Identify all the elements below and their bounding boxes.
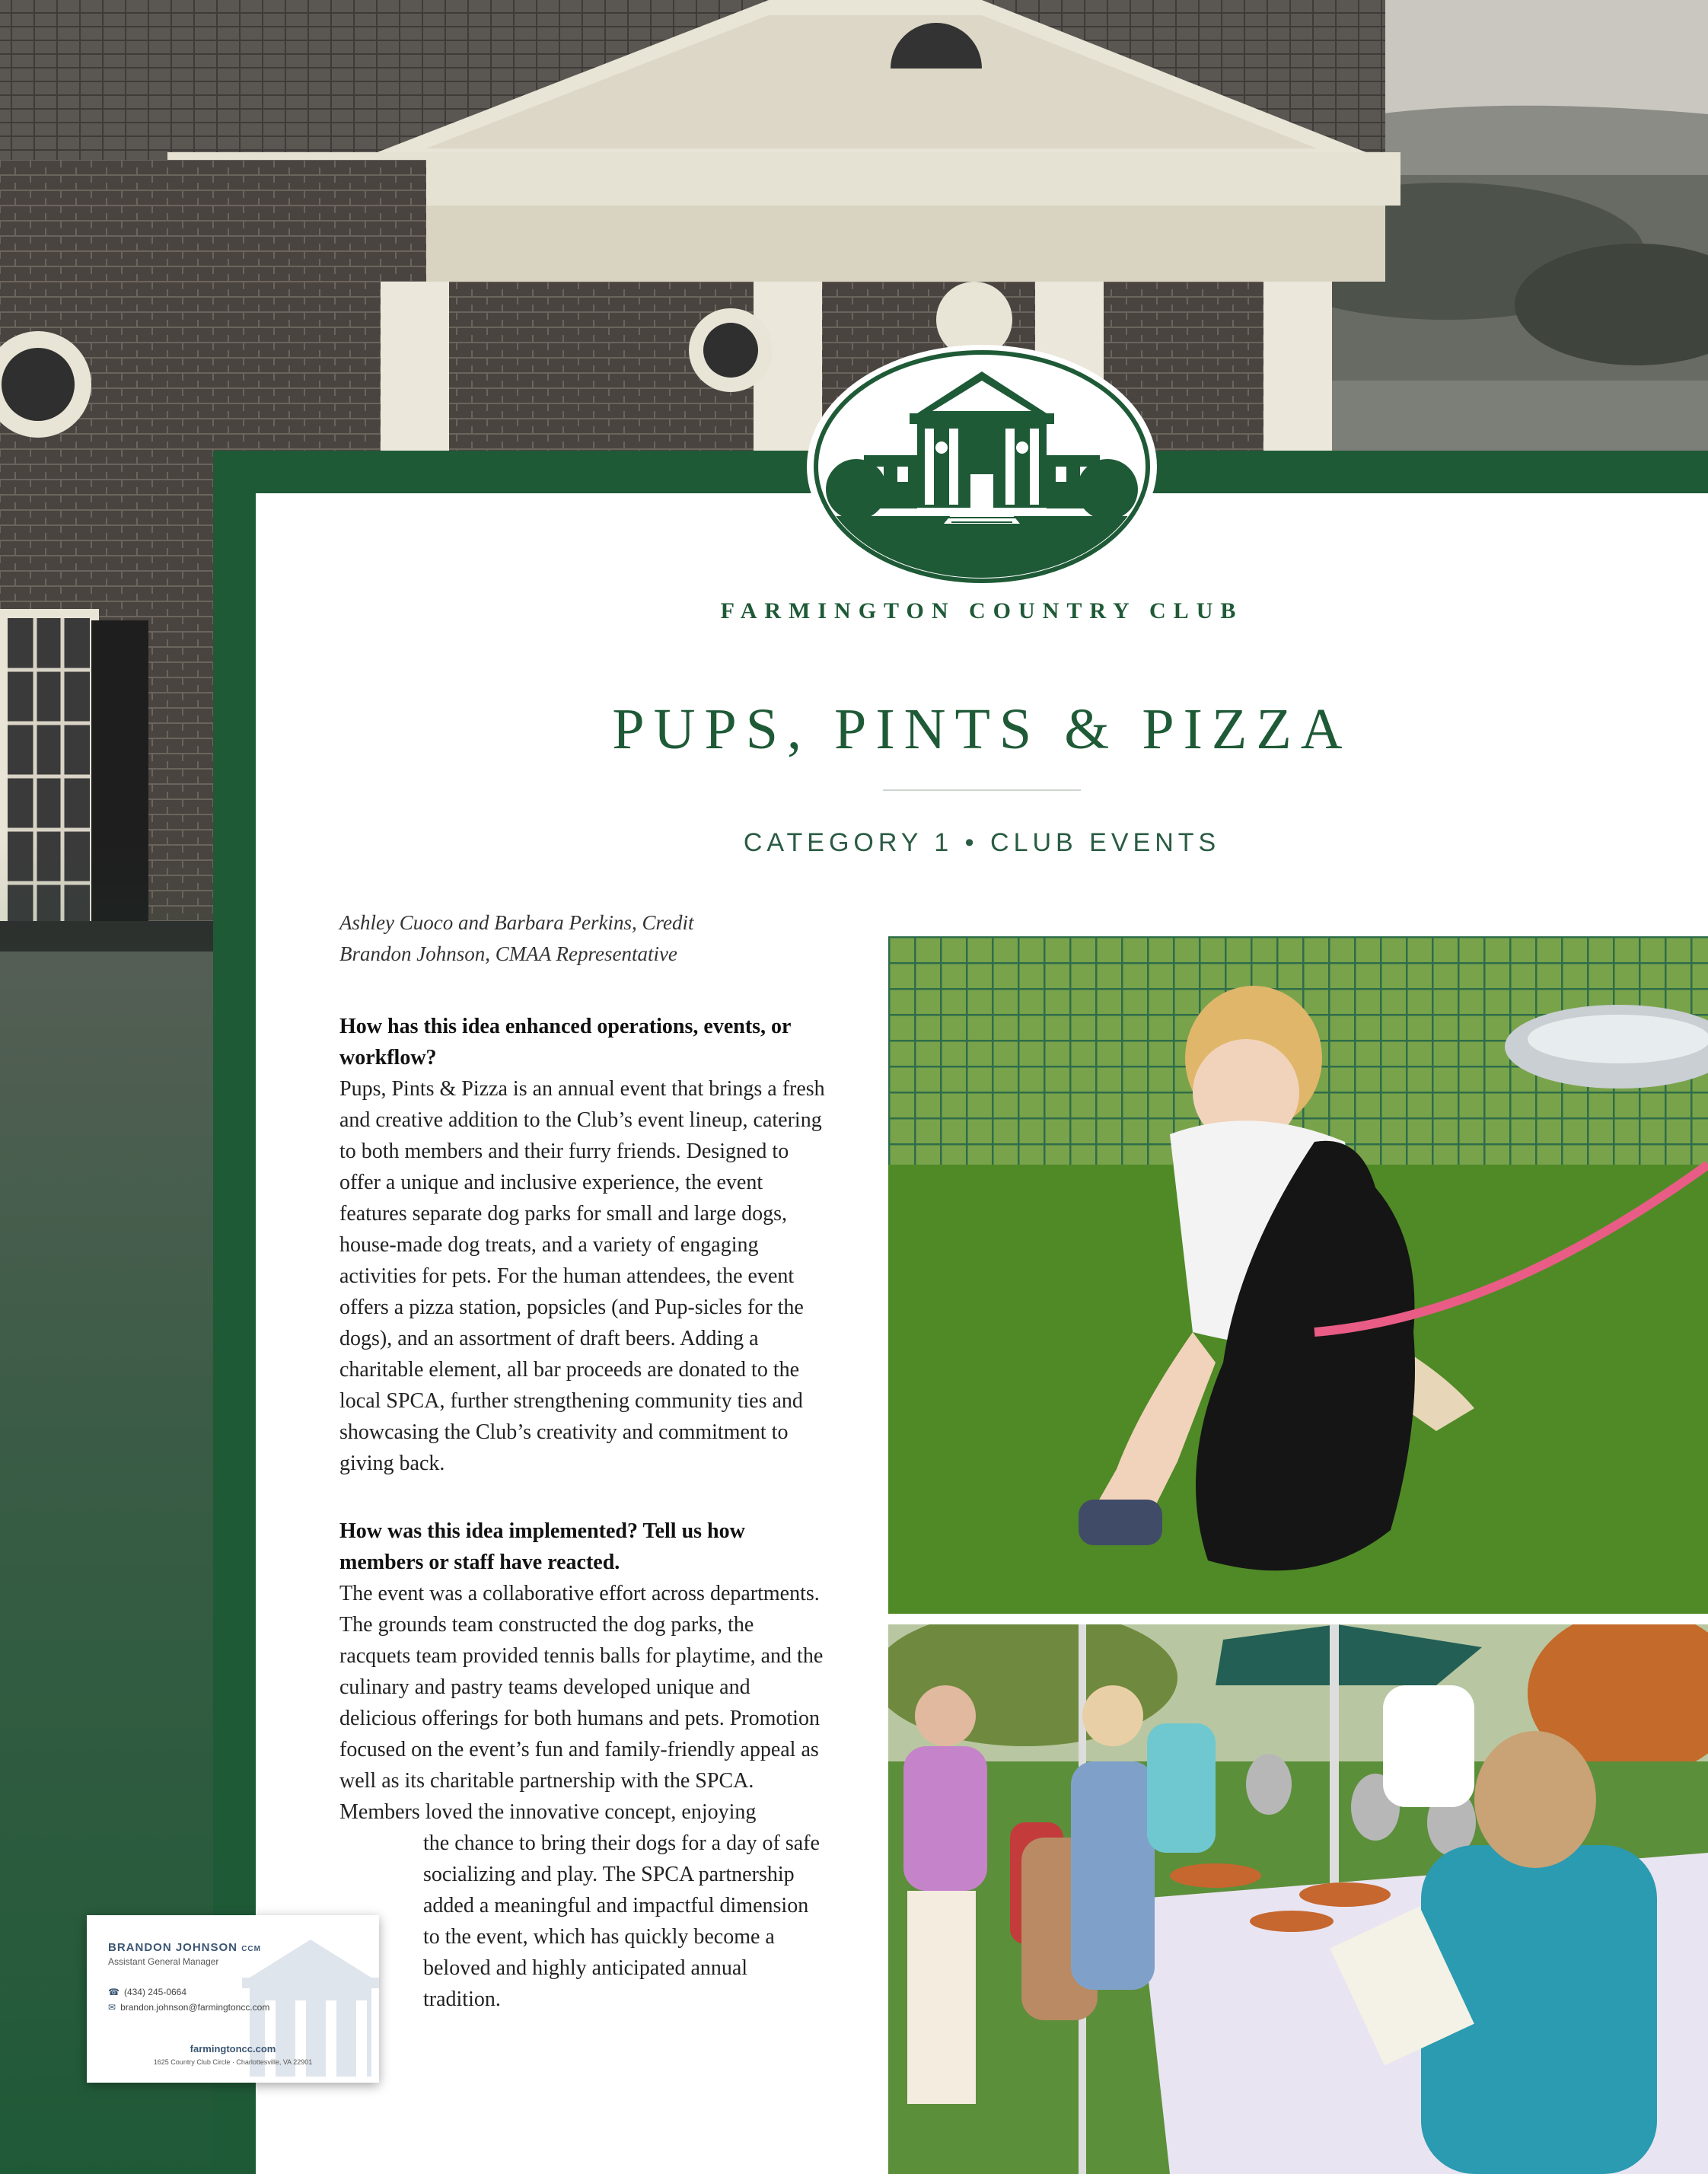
question-2: How was this idea implemented? Tell us how members or staff have reacted. xyxy=(339,1519,745,1574)
club-name: FARMINGTON COUNTRY CLUB xyxy=(720,598,1244,623)
email-icon: ✉ xyxy=(108,2002,116,2013)
credit-line-2: Brandon Johnson, CMAA Representative xyxy=(339,942,677,965)
question-1: How has this idea enhanced operations, events, or workflow? xyxy=(339,1015,791,1069)
card-name: BRANDON JOHNSON CCM xyxy=(108,1941,261,1954)
answer-1: Pups, Pints & Pizza is an annual event that brings a fresh and creative addition to the Club’s event lineup, catering to both members and their furry friends. Designed to offer a unique and inclusive experience, the event features separate dog parks for small and large dogs, house-made dog treats, and a variety of engaging activities for pets. For the human attendees, the event offers a pizza station, popsicles (and Pup-sicles for the dogs), and an assortment of draft beers. Adding a charitable element, all bar proceeds are donated to the local SPCA, further strengthening community ties and showcasing the Club’s creativity and commitment to giving back. xyxy=(339,1077,825,1475)
phone-icon: ☎ xyxy=(108,1987,119,1997)
photo-boy-with-dog xyxy=(888,936,1708,1614)
credit-line-1: Ashley Cuoco and Barbara Perkins, Credit xyxy=(339,911,694,934)
event-title: PUPS, PINTS & PIZZA xyxy=(612,697,1352,761)
answer-2-continued: the chance to bring their dogs for a day of safe socializing and play. The SPCA partnership added a meaningful and impactful dimension to the event, which has quickly become a beloved and highly anticipated annual tradition. xyxy=(423,1831,820,2011)
article-body xyxy=(339,907,827,2015)
card-phone: ☎ (434) 245-0664 xyxy=(108,1987,187,1997)
club-logo-emblem xyxy=(803,341,1161,592)
answer-2: The event was a collaborative effort across departments. The grounds team constructed the dog parks, the racquets team provided tennis balls for playtime, and the culinary and pastry teams developed unique and delicious offerings for both humans and pets. Promotion focused on the event’s fun and family-friendly appeal as well as its charitable partnership with the SPCA. Members loved the innovative concept, enjoying xyxy=(339,1582,824,1824)
photo-pizza-station xyxy=(888,1624,1708,2174)
business-card xyxy=(87,1915,379,2083)
card-website: farmingtoncc.com xyxy=(190,2043,276,2054)
title-divider xyxy=(883,789,1081,791)
category-label: CATEGORY 1 • CLUB EVENTS xyxy=(743,828,1221,857)
card-address: 1625 Country Club Circle · Charlottesville, VA 22901 xyxy=(153,2058,313,2066)
card-role: Assistant General Manager xyxy=(108,1956,219,1967)
card-email: ✉ brandon.johnson@farmingtoncc.com xyxy=(108,2002,270,2013)
